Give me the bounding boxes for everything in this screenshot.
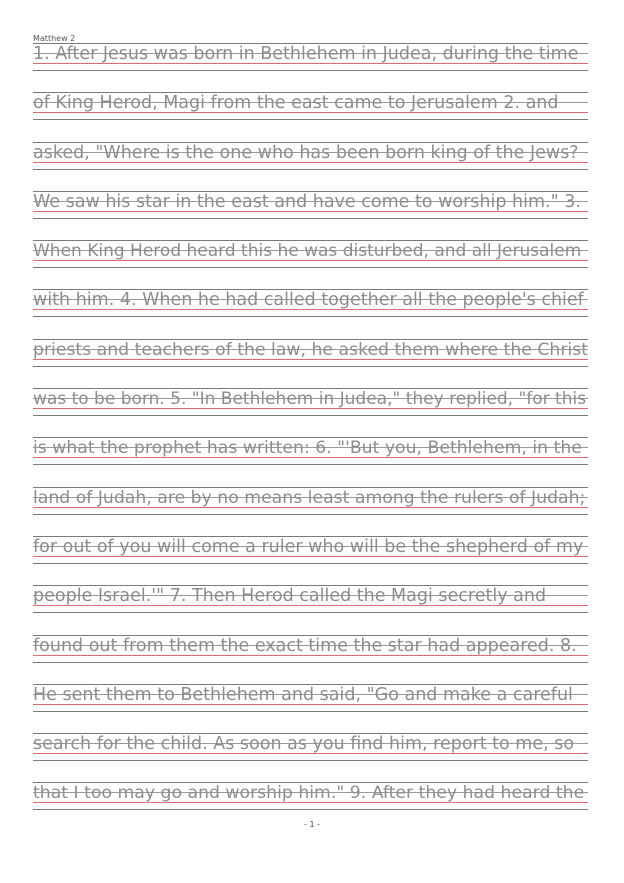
tracing-row bbox=[33, 41, 588, 90]
tracing-row bbox=[33, 633, 588, 682]
tracing-text: found out from them the exact time the star had appeared. 8. bbox=[33, 635, 577, 656]
guide-line-bot bbox=[33, 760, 588, 761]
tracing-row bbox=[33, 287, 588, 336]
tracing-text: When King Herod heard this he was disturbed, and all Jerusalem bbox=[33, 241, 582, 262]
guide-line-bot bbox=[33, 119, 588, 120]
guide-line-bot bbox=[33, 563, 588, 564]
tracing-row bbox=[33, 583, 588, 632]
tracing-text: asked, "Where is the one who has been born king of the Jews? bbox=[33, 142, 579, 163]
tracing-row bbox=[33, 189, 588, 238]
guide-line-bot bbox=[33, 366, 588, 367]
tracing-row bbox=[33, 140, 588, 189]
guide-line-bot bbox=[33, 70, 588, 71]
handwriting-rows bbox=[33, 41, 588, 830]
tracing-row bbox=[33, 731, 588, 780]
guide-line-bot bbox=[33, 711, 588, 712]
tracing-row bbox=[33, 337, 588, 386]
tracing-row bbox=[33, 435, 588, 484]
tracing-row bbox=[33, 90, 588, 139]
tracing-row bbox=[33, 238, 588, 287]
tracing-text: people Israel.'" 7. Then Herod called the Magi secretly and bbox=[33, 586, 547, 607]
tracing-row bbox=[33, 386, 588, 435]
tracing-row bbox=[33, 682, 588, 731]
guide-line-bot bbox=[33, 662, 588, 663]
tracing-text: search for the child. As soon as you find him, report to me, so bbox=[33, 734, 575, 755]
tracing-text: for out of you will come a ruler who will be the shepherd of my bbox=[33, 536, 584, 557]
tracing-text: that I too may go and worship him." 9. After they had heard the bbox=[33, 783, 585, 804]
tracing-text: was to be born. 5. "In Bethlehem in Judea," they replied, "for this bbox=[33, 389, 587, 410]
tracing-text: land of Judah, are by no means least among the rulers of Judah; bbox=[33, 487, 586, 508]
guide-line-bot bbox=[33, 316, 588, 317]
tracing-row bbox=[33, 534, 588, 583]
tracing-text: 1. After Jesus was born in Bethlehem in Judea, during the time bbox=[33, 44, 579, 64]
tracing-text: is what the prophet has written: 6. "'But you, Bethlehem, in the bbox=[33, 438, 582, 459]
tracing-text: priests and teachers of the law, he asked them where the Christ bbox=[33, 339, 588, 360]
guide-line-bot bbox=[33, 169, 588, 170]
guide-line-bot bbox=[33, 267, 588, 268]
guide-line-bot bbox=[33, 809, 588, 810]
tracing-text: He sent them to Bethlehem and said, "Go and make a careful bbox=[33, 684, 573, 705]
page-number: - 1 - bbox=[304, 820, 320, 829]
guide-line-bot bbox=[33, 464, 588, 465]
page-header: Matthew 2 bbox=[33, 34, 76, 43]
guide-line-bot bbox=[33, 612, 588, 613]
guide-line-bot bbox=[33, 514, 588, 515]
guide-line-bot bbox=[33, 218, 588, 219]
tracing-text: We saw his star in the east and have come to worship him." 3. bbox=[33, 191, 581, 212]
guide-line-bot bbox=[33, 415, 588, 416]
tracing-row bbox=[33, 485, 588, 534]
tracing-text: with him. 4. When he had called together all the people's chief bbox=[33, 290, 584, 311]
tracing-text: of King Herod, Magi from the east came to Jerusalem 2. and bbox=[33, 93, 559, 114]
